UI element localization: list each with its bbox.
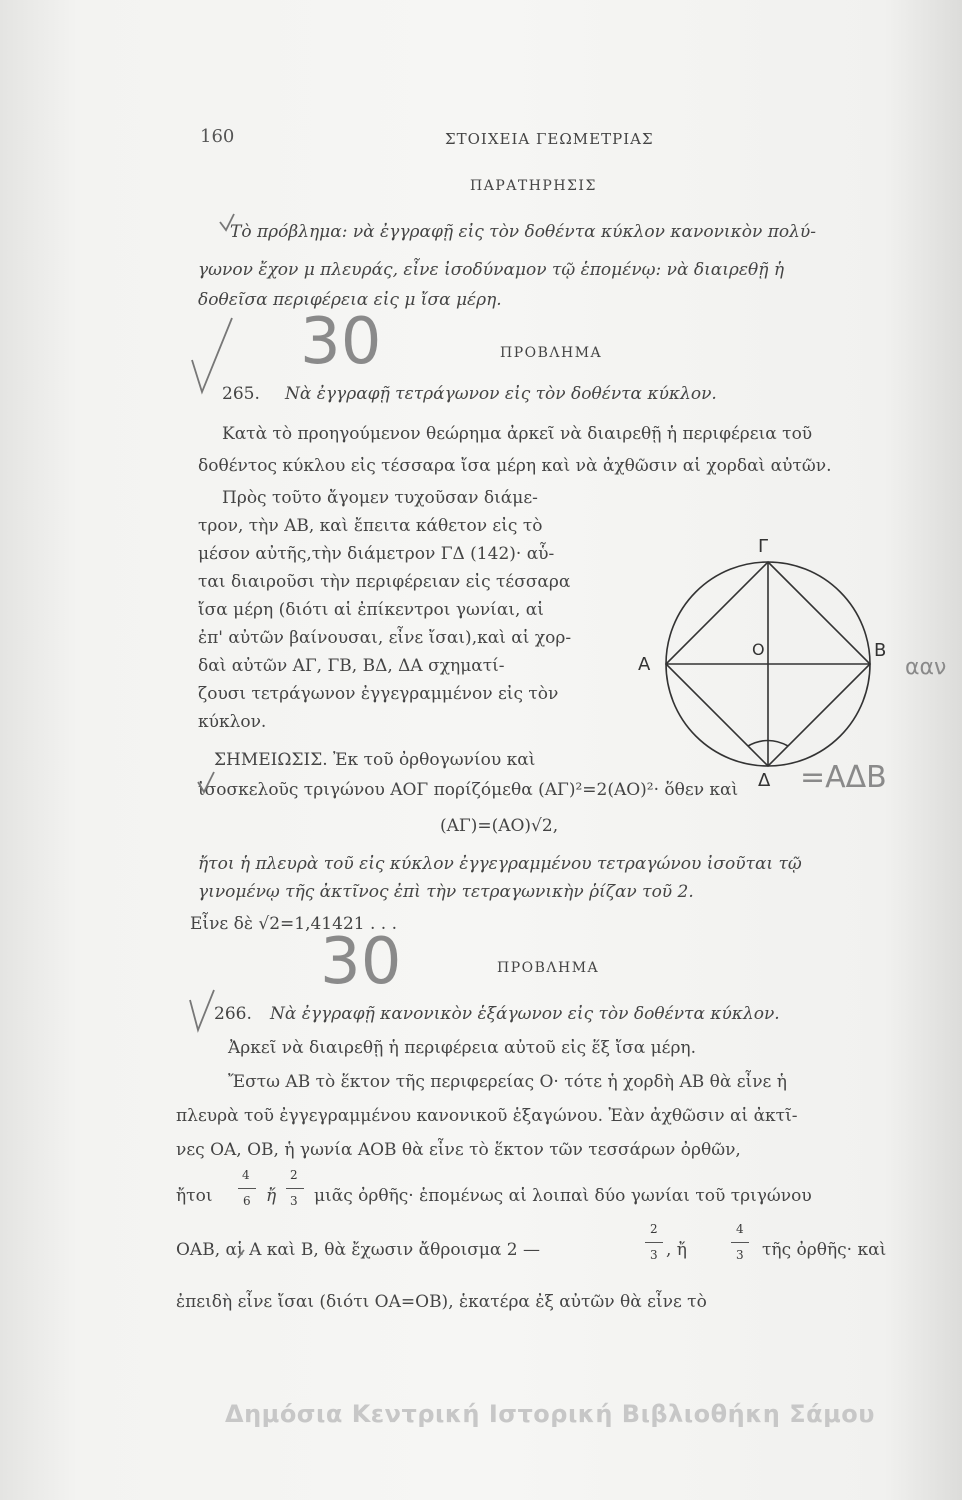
- label-center: Ο: [752, 640, 765, 659]
- frac1-num: 4: [242, 1168, 250, 1182]
- note-line-2: ἰσοσκελοῦς τριγώνου ΑΟΓ πορίζόμεθα (ΑΓ)²=2(ΑΟ)²· ὅθεν καὶ: [198, 780, 739, 800]
- library-watermark: Δημόσια Κεντρική Ιστορική Βιβλιοθήκη Σάμου: [225, 1400, 875, 1428]
- frac4-num: 4: [736, 1222, 744, 1236]
- problem-265-number: 265.: [222, 384, 260, 404]
- p265-narrow-7: δαὶ αὐτῶν ΑΓ, ΓΒ, ΒΔ, ΔΑ σχηματί-: [198, 656, 505, 676]
- label-top: Γ: [758, 536, 769, 557]
- problem-265-heading: ΠΡΟΒΛΗΜΑ: [500, 345, 603, 361]
- frac4-den: 3: [736, 1248, 744, 1262]
- frac2-den: 3: [290, 1194, 298, 1208]
- p265-narrow-3: μέσον αὐτῆς,τὴν διάμετρον ΓΔ (142)· αὗ-: [198, 544, 555, 564]
- frac1-den: 6: [243, 1194, 251, 1208]
- remarks-line-1: Τὸ πρόβλημα: νὰ ἐγγραφῇ εἰς τὸν δοθέντα κύκλον κανονικὸν πολύ-: [230, 222, 816, 242]
- label-left: Α: [638, 654, 651, 675]
- problem-266-heading: ΠΡΟΒΛΗΜΑ: [497, 960, 600, 976]
- note-line-1: ΣΗΜΕΙΩΣΙΣ. Ἐκ τοῦ ὀρθογωνίου καὶ: [214, 750, 536, 770]
- frac-line-rest: μιᾶς ὀρθῆς· ἑπομένως αἱ λοιπαὶ δύο γωνίαι τοῦ τριγώνου: [314, 1186, 812, 1206]
- label-bottom: Δ: [758, 770, 771, 791]
- p265-narrow-1: Πρὸς τοῦτο ἄγομεν τυχοῦσαν διάμε-: [222, 488, 538, 508]
- p265-narrow-5: ἴσα μέρη (διότι αἱ ἐπίκεντροι γωνίαι, αἱ: [198, 600, 544, 620]
- p266-line-3: πλευρὰ τοῦ ἐγγεγραμμένου κανονικοῦ ἑξαγώνου. Ἐὰν ἀχθῶσιν αἱ ἀκτῖ-: [176, 1106, 798, 1126]
- problem-266-number: 266.: [214, 1004, 252, 1024]
- p266-line-4: νες ΟΑ, ΟΒ, ἡ γωνία ΑΟΒ θὰ εἶνε τὸ ἕκτον τῶν τεσσάρων ὀρθῶν,: [176, 1140, 741, 1160]
- sqrt-line: Εἶνε δὲ √2=1,41421 . . .: [190, 914, 397, 934]
- p265-narrow-8: ζουσι τετράγωνον ἐγγεγραμμένον εἰς τὸν: [198, 684, 559, 704]
- check-2: [192, 318, 232, 392]
- frac3-num: 2: [650, 1222, 658, 1236]
- p266-last-line: ἐπειδὴ εἶνε ἴσαι (διότι ΟΑ=ΟΒ), ἑκατέρα ἐξ αὐτῶν θὰ εἶνε τὸ: [176, 1292, 707, 1312]
- p265-narrow-6: ἐπ' αὐτῶν βαίνουσαι, εἶνε ἴσαι),καὶ αἱ χορ-: [198, 628, 572, 648]
- label-right: Β: [874, 640, 887, 661]
- p265-line-2: δοθέντος κύκλου εἰς τέσσαρα ἴσα μέρη καὶ νὰ ἀχθῶσιν αἱ χορδαὶ αὐτῶν.: [198, 456, 832, 476]
- p265-line-1: Κατὰ τὸ προηγούμενον θεώρημα ἀρκεῖ νὰ διαιρεθῇ ἡ περιφέρεια τοῦ: [222, 424, 813, 444]
- p265-narrow-2: τρον, τὴν ΑΒ, καὶ ἔπειτα κάθετον εἰς τὸ: [198, 516, 543, 536]
- square-in-circle-diagram: [666, 562, 870, 766]
- p266-line-1: Ἀρκεῖ νὰ διαιρεθῇ ἡ περιφέρεια αὐτοῦ εἰς ἕξ ἴσα μέρη.: [228, 1038, 697, 1058]
- p266-line-2: Ἔστω ΑΒ τὸ ἕκτον τῆς περιφερείας Ο· τότε ἡ χορδὴ ΑΒ θὰ εἶνε ἡ: [228, 1072, 787, 1092]
- check-4: [190, 990, 214, 1030]
- pencil-right-margin: ααν: [905, 655, 947, 680]
- p265-narrow-4: ται διαιροῦσι τὴν περιφέρειαν εἰς τέσσαρα: [198, 572, 571, 592]
- sum-mid: , ἤ: [666, 1240, 687, 1260]
- frac-ltoi: ἤτοι: [176, 1186, 213, 1206]
- remarks-heading: ΠΑΡΑΤΗΡΗΣΙΣ: [470, 178, 597, 194]
- pencil-margin-note: =ΑΔΒ: [800, 760, 887, 795]
- frac3-den: 3: [650, 1248, 658, 1262]
- pencil-check-marks: [190, 214, 244, 1258]
- pencil-number-1: 30: [300, 305, 382, 379]
- remarks-line-2: γωνον ἔχον μ πλευράς, εἶνε ἰσοδύναμον τῷ ἑπομένῳ: νὰ διαιρεθῇ ἡ: [198, 260, 785, 280]
- sum-end: τῆς ὀρθῆς· καὶ: [762, 1240, 887, 1260]
- frac-or: ἤ: [266, 1186, 277, 1206]
- frac2-num: 2: [290, 1168, 298, 1182]
- page-number: 160: [200, 126, 235, 147]
- sum-start: ΟΑΒ, αἱ Α καὶ Β, θὰ ἔχωσιν ἄθροισμα 2 —: [176, 1240, 540, 1260]
- formula-line: (ΑΓ)=(ΑΟ)√2,: [440, 816, 559, 836]
- underline-1: [238, 1250, 244, 1258]
- remarks-line-3: δοθεῖσα περιφέρεια εἰς μ ἴσα μέρη.: [198, 290, 502, 310]
- check-1: [220, 214, 234, 230]
- running-title: ΣΤΟΙΧΕΙΑ ΓΕΩΜΕΤΡΙΑΣ: [445, 130, 654, 148]
- check-3: [198, 772, 214, 792]
- italic-line-1: ἤτοι ἡ πλευρὰ τοῦ εἰς κύκλον ἐγγεγραμμένου τετραγώνου ἰσοῦται τῷ: [198, 854, 802, 874]
- problem-266-statement: Νὰ ἐγγραφῇ κανονικὸν ἑξάγωνον εἰς τὸν δοθέντα κύκλον.: [270, 1004, 780, 1024]
- italic-line-2: γινομένῳ τῆς ἀκτῖνος ἐπὶ τὴν τετραγωνικὴν ῥίζαν τοῦ 2.: [198, 882, 694, 902]
- p265-narrow-9: κύκλον.: [198, 712, 267, 732]
- pencil-number-2: 30: [320, 925, 402, 999]
- problem-265-statement: Νὰ ἐγγραφῇ τετράγωνον εἰς τὸν δοθέντα κύκλον.: [285, 384, 717, 404]
